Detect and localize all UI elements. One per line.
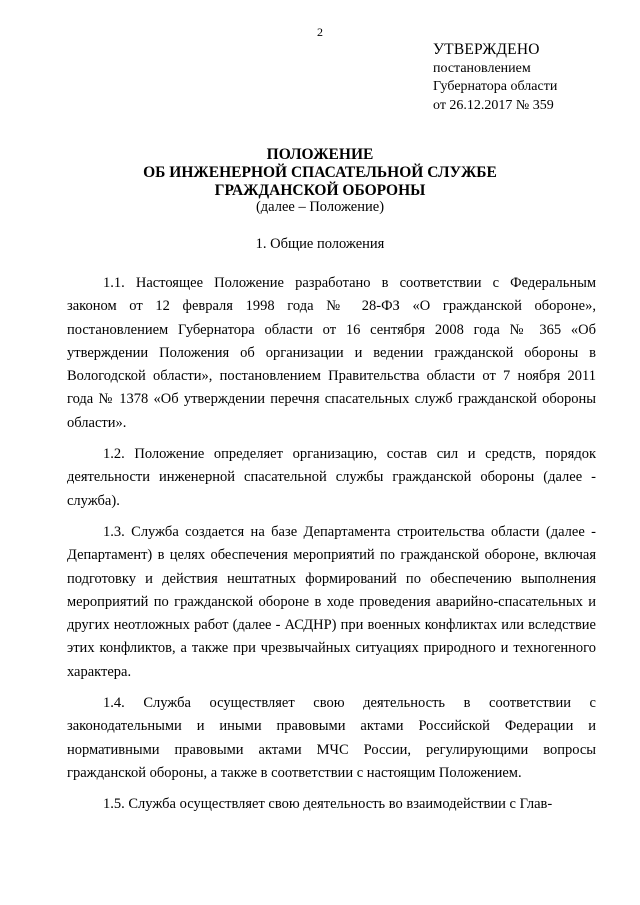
title-line: ОБ ИНЖЕНЕРНОЙ СПАСАТЕЛЬНОЙ СЛУЖБЕ [143, 164, 497, 181]
page-number: 2 [317, 25, 323, 39]
document-body [67, 272, 596, 817]
document-subtitle: (далее – Положение) [255, 199, 385, 215]
approval-line: постановлением [433, 60, 531, 76]
approval-block [433, 41, 633, 115]
approval-date-number: от 26.12.2017 № 359 [433, 97, 554, 113]
paragraph: 1.3. Служба создается на базе Департамента строительства области (далее - Департамент) в целях обеспечения мероприятий по гражданской обороне, включая подготовку и действия нештатных формирований по обеспечению выполнения мероприятий по гражданской обороне в ходе проведения аварийно-спасательных и других неотложных работ (далее - АСДНР) при военных конфликтах или вследствие этих конфликтов, а также при чрезвычайных ситуациях природного и техногенного характера. [67, 523, 596, 680]
section-heading: 1. Общие положения [255, 236, 385, 252]
title-line: ГРАЖДАНСКОЙ ОБОРОНЫ [214, 182, 426, 199]
approval-heading: УТВЕРЖДЕНО [433, 41, 540, 58]
document-title [0, 146, 640, 200]
paragraph: 1.2. Положение определяет организацию, состав сил и средств, порядок деятельности инженерной спасательной службы гражданской обороны (далее - служба). [67, 446, 596, 509]
paragraph: 1.1. Настоящее Положение разработано в соответствии с Федеральным законом от 12 февраля 1998 года № 28-ФЗ «О гражданской обороне», постановлением Губернатора области от 16 сентября 2008 года № 365 «Об утверждении Положения об организации и ведении гражданской обороны в Вологодской области», постановлением Правительства области от 7 ноября 2011 года № 1378 «Об утверждении перечня спасательных служб гражданской обороны области». [67, 275, 596, 431]
paragraph: 1.5. Служба осуществляет свою деятельность во взаимодействии с Глав- [103, 796, 553, 813]
title-line: ПОЛОЖЕНИЕ [266, 146, 374, 163]
approval-line: Губернатора области [433, 79, 558, 94]
paragraph: 1.4. Служба осуществляет свою деятельность в соответствии с законодательными и иными правовыми актами Российской Федерации и нормативными правовыми актами МЧС России, регулирующими вопросы гражданской обороны, а также в соответствии с настоящим Положением. [67, 695, 596, 781]
